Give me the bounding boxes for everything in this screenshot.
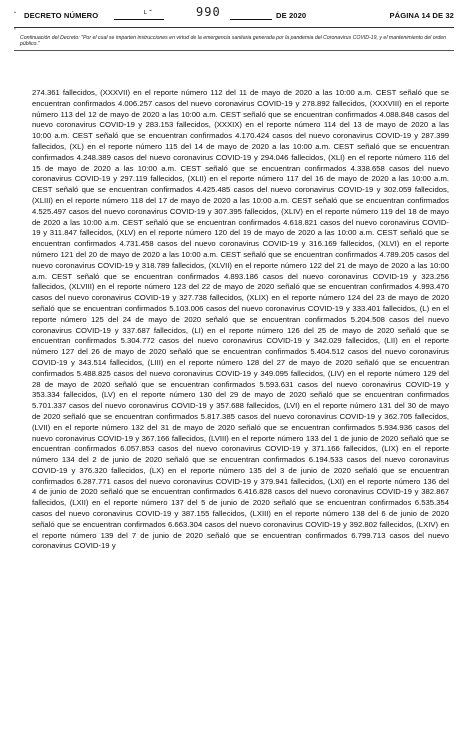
decree-year: DE 2020: [276, 11, 307, 20]
header-rule: [14, 27, 454, 28]
decree-number: 990: [196, 5, 221, 19]
bullet-mark: ·: [14, 10, 17, 17]
continuation-rule: [14, 50, 454, 51]
number-underline-left: [114, 19, 164, 20]
number-underline-right: [230, 19, 272, 20]
page-header: [14, 5, 454, 22]
scan-mark: ˚: [14, 29, 16, 35]
decree-label: DECRETO NÚMERO: [24, 11, 99, 20]
handwritten-mark: ᴸ ˇ: [144, 9, 152, 18]
page-indicator: PÁGINA 14 DE 32: [389, 11, 454, 20]
body-paragraph: 274.361 fallecidos, (XXXVII) en el reporte número 112 del 11 de mayo de 2020 a las 10:00 a.m. CEST señaló que se encuentran confirmados 4.006.257 casos del nuevo coronavirus COVID-19 y 278.892 fallecidos, (XXXVIII) en el reporte número 113 del 12 de mayo de 2020 a las 10:00 a.m. CEST señaló que se encuentran confirmados 4.088.848 casos del nuevo coronavirus COVID-19 y 283.153 fallecidos, (XXXIX) en el reporte número 114 del 13 de mayo de 2020 a las 10:00 a.m. CEST señaló que se encuentran confirmados 4.170.424 casos del nuevo coronavirus COVID-19 y 287.399 fallecidos, (XL) en el reporte número 115 del 14 de mayo de 2020 a las 10:00 a.m. CEST señaló que se encuentran confirmados 4.248.389 casos del nuevo coronavirus COVID-19 y 294.046 fallecidos, (XLI) en el reporte número 116 del 15 de mayo de 2020 a las 10:00 a.m. CEST señaló que se encuentran confirmados 4.338.658 casos del nuevo coronavirus COVID-19 y 297.119 fallecidos, (XLII) en el reporte número 117 del 16 de mayo de 2020 a las 10:00 a.m. CEST señaló que se encuentran confirmados 4.425.485 casos del nuevo coronavirus COVID-19 y 302.059 fallecidos, (XLIII) en el reporte número 118 del 17 de mayo de 2020 a las 10:00 a.m. CEST señaló que se encuentran confirmados 4.525.497 casos del nuevo coronavirus COVID-19 y 307.395 fallecidos, (XLIV) en el reporte número 119 del 18 de mayo de 2020 a las 10:00 a.m. CEST señaló que se encuentran confirmados 4.618.821 casos del nuevo coronavirus COVID-19 y 311.847 fallecidos, (XLV) en el reporte número 120 del 19 de mayo de 2020 a las 10:00 a.m. CEST señaló que se encuentran confirmados 4.731.458 casos del nuevo coronavirus COVID-19 y 316.169 fallecidos, (XLVI) en el reporte número 121 del 20 de mayo de 2020 a las 10:00 a.m. CEST señaló que se encuentran confirmados 4.789.205 casos del nuevo coronavirus COVID-19 y 318.789 fallecidos, (XLVII) en el reporte número 122 del 21 de mayo de 2020 a las 10:00 a.m. CEST señaló que se encuentran confirmados 4.893.186 casos del nuevo coronavirus COVID-19 y 323.256 fallecidos, (XLVIII) en el reporte número 123 del 22 de mayo de 2020 señaló que se encuentran confirmados 4.993.470 casos del nuevo coronavirus COVID-19 y 327.738 fallecidos, (XLIX) en el reporte número 124 del 23 de mayo de 2020 señaló que se encuentran confirmados 5.103.006 casos del nuevo coronavirus COVID-19 y 333.401 fallecidos, (L) en el reporte número 125 del 24 de mayo de 2020 señaló que se encuentran confirmados 5.204.508 casos del nuevo coronavirus COVID-19 y 337.687 fallecidos, (LI) en el reporte número 126 del 25 de mayo de 2020 señaló que se encuentran confirmados 5.304.772 casos del nuevo coronavirus COVID-19 y 342.029 fallecidos, (LII) en el reporte número 127 del 26 de mayo de 2020 señaló que se encuentran confirmados 5.404.512 casos del nuevo coronavirus COVID-19 y 343.514 fallecidos, (LIII) en el reporte número 128 del 27 de mayo de 2020 señaló que se encuentran confirmados 5.488.825 casos del nuevo coronavirus COVID-19 y 349.095 fallecidos, (LIV) en el reporte número 129 del 28 de mayo de 2020 señaló que se encuentran confirmados 5.593.631 casos del nuevo coronavirus COVID-19 y 353.334 fallecidos, (LV) en el reporte número 130 del 29 de mayo de 2020 señaló que se encuentran confirmados 5.701.337 casos del nuevo coronavirus COVID-19 y 357.688 fallecidos, (LVI) en el reporte número 131 del 30 de mayo de 2020 señaló que se encuentran confirmados 5.817.385 casos del nuevo coronavirus COVID-19 y 362.705 fallecidos, (LVII) en el reporte número 132 del 31 de mayo de 2020 señaló que se encuentran confirmados 5.934.936 casos del nuevo coronavirus COVID-19 y 367.166 fallecidos, (LVIII) en el reporte número 133 del 1 de junio de 2020 señaló que se encuentran confirmados 6.057.853 casos del nuevo coronavirus COVID-19 y 371.166 fallecidos, (LIX) en el reporte número 134 del 2 de junio de 2020 señaló que se encuentran confirmados 6.194.533 casos del nuevo coronavirus COVID-19 y 376.320 fallecidos, (LX) en el reporte número 135 del 3 de junio de 2020 señaló que se encuentran confirmados 6.287.771 casos del nuevo coronavirus COVID-19 y 379.941 fallecidos, (LXI) en el reporte número 136 del 4 de junio de 2020 señaló que se encuentran confirmados 6.416.828 casos del nuevo coronavirus COVID-19 y 382.867 fallecidos, (LXII) en el reporte número 137 del 5 de junio de 2020 señaló que se encuentran confirmados 6.535.354 casos del nuevo coronavirus COVID-19 y 387.155 fallecidos, (LXIII) en el reporte número 138 del 6 de junio de 2020 señaló que se encuentran confirmados 6.663.304 casos del nuevo coronavirus COVID-19 y 392.802 fallecidos, (LXIV) en el reporte número 139 del 7 de junio de 2020 señaló que se encuentran confirmados 6.799.713 casos del nuevo coronavirus COVID-19 y: [32, 88, 449, 551]
continuation-note: Continuación del Decreto: "Por el cual se imparten instrucciones en virtud de la emergencia sanitaria generada por la pandemia del Coronavirus COVID-19, y el mantenimiento del orden público.": [20, 35, 447, 48]
